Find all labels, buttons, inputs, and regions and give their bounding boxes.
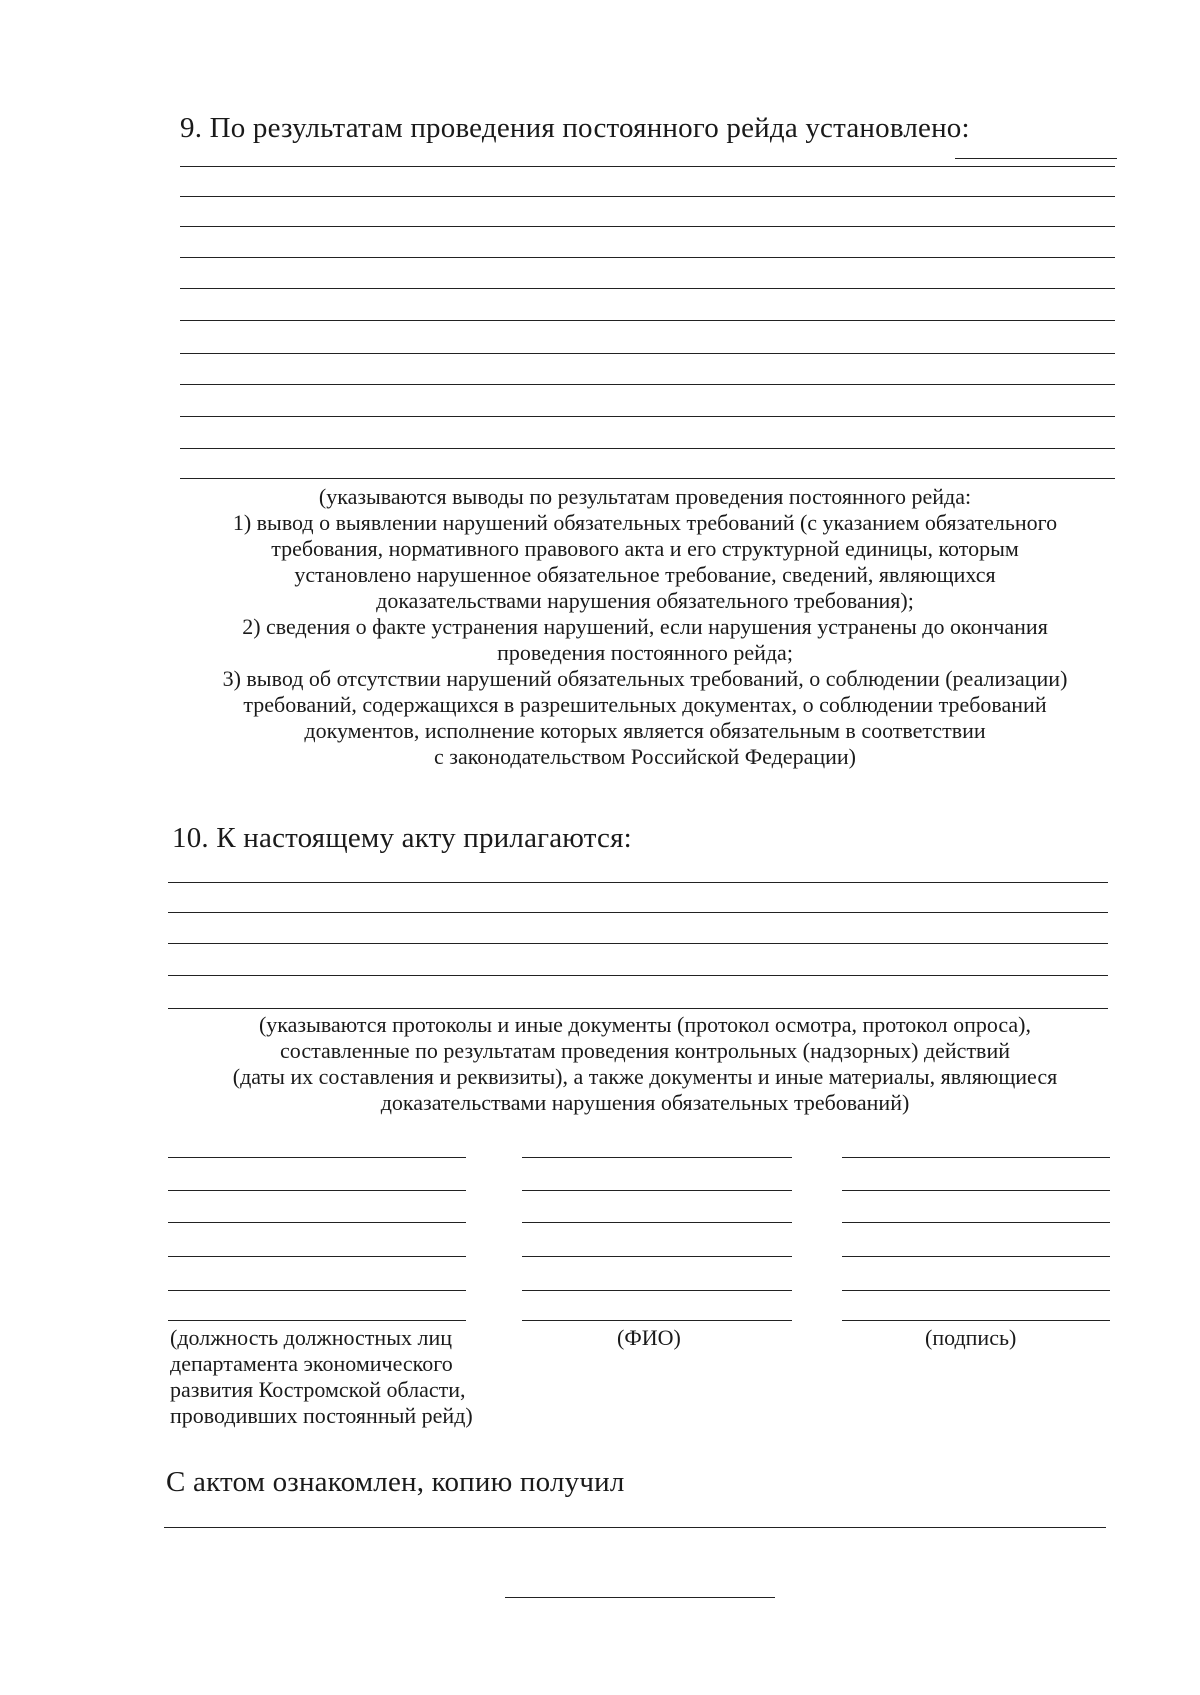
note-line: установлено нарушенное обязательное требование, сведений, являющихся <box>294 562 996 587</box>
section-10-instructions <box>150 1012 1140 1116</box>
signature-caption: (подпись) <box>925 1325 1017 1350</box>
note-line: доказательствами нарушения обязательного требования); <box>376 588 914 613</box>
name-line[interactable] <box>522 1256 792 1257</box>
signature-line[interactable] <box>842 1190 1110 1191</box>
position-caption-line: проводивших постоянный рейд) <box>170 1403 473 1428</box>
signature-line[interactable] <box>842 1320 1110 1321</box>
section-9-inline-field-line[interactable] <box>955 158 1117 159</box>
field-line[interactable] <box>168 912 1108 913</box>
field-line[interactable] <box>180 478 1115 479</box>
note-line: (указываются протоколы и иные документы (протокол осмотра, протокол опроса), <box>258 1012 1032 1037</box>
name-line[interactable] <box>522 1290 792 1291</box>
field-line[interactable] <box>180 166 1115 167</box>
section-10-heading: 10. К настоящему акту прилагаются: <box>172 822 632 854</box>
position-line[interactable] <box>168 1290 466 1291</box>
field-line[interactable] <box>180 257 1115 258</box>
section-9-instructions <box>150 484 1140 770</box>
note-line: 1) вывод о выявлении нарушений обязательных требований (с указанием обязательного <box>232 510 1058 535</box>
note-line: (указываются выводы по результатам проведения постоянного рейда: <box>318 484 972 509</box>
position-caption <box>170 1325 473 1429</box>
name-line[interactable] <box>522 1190 792 1191</box>
field-line[interactable] <box>180 353 1115 354</box>
field-line[interactable] <box>180 448 1115 449</box>
field-line[interactable] <box>180 320 1115 321</box>
field-line[interactable] <box>180 226 1115 227</box>
closing-divider <box>505 1597 775 1598</box>
field-line[interactable] <box>168 943 1108 944</box>
name-line[interactable] <box>522 1222 792 1223</box>
field-line[interactable] <box>180 288 1115 289</box>
position-caption-line: департамента экономического <box>170 1351 453 1376</box>
position-line[interactable] <box>168 1256 466 1257</box>
acknowledgement-line[interactable] <box>164 1527 1106 1528</box>
field-line[interactable] <box>180 196 1115 197</box>
position-line[interactable] <box>168 1320 466 1321</box>
field-line[interactable] <box>168 1008 1108 1009</box>
note-line: требований, содержащихся в разрешительных документах, о соблюдении требований <box>243 692 1047 717</box>
field-line[interactable] <box>180 416 1115 417</box>
section-9-heading: 9. По результатам проведения постоянного рейда установлено: <box>180 112 970 144</box>
note-line: с законодательством Российской Федерации) <box>434 744 856 769</box>
note-line: доказательствами нарушения обязательных требований) <box>380 1090 910 1115</box>
signature-line[interactable] <box>842 1256 1110 1257</box>
position-line[interactable] <box>168 1190 466 1191</box>
name-line[interactable] <box>522 1157 792 1158</box>
note-line: требования, нормативного правового акта и его структурной единицы, которым <box>271 536 1019 561</box>
field-line[interactable] <box>168 882 1108 883</box>
field-line[interactable] <box>180 384 1115 385</box>
signature-line[interactable] <box>842 1157 1110 1158</box>
position-line[interactable] <box>168 1222 466 1223</box>
position-line[interactable] <box>168 1157 466 1158</box>
position-caption-line: (должность должностных лиц <box>170 1325 453 1350</box>
acknowledgement-text: С актом ознакомлен, копию получил <box>166 1466 625 1498</box>
field-line[interactable] <box>168 975 1108 976</box>
position-caption-line: развития Костромской области, <box>170 1377 466 1402</box>
note-line: составленные по результатам проведения контрольных (надзорных) действий <box>280 1038 1010 1063</box>
note-line: 2) сведения о факте устранения нарушений, если нарушения устранены до окончания <box>242 614 1048 639</box>
name-line[interactable] <box>522 1320 792 1321</box>
signature-line[interactable] <box>842 1222 1110 1223</box>
note-line: проведения постоянного рейда; <box>497 640 793 665</box>
note-line: (даты их составления и реквизиты), а также документы и иные материалы, являющиеся <box>232 1064 1058 1089</box>
note-line: документов, исполнение которых является обязательным в соответствии <box>304 718 986 743</box>
name-caption: (ФИО) <box>617 1325 681 1350</box>
note-line: 3) вывод об отсутствии нарушений обязательных требований, о соблюдении (реализации) <box>222 666 1068 691</box>
signature-line[interactable] <box>842 1290 1110 1291</box>
